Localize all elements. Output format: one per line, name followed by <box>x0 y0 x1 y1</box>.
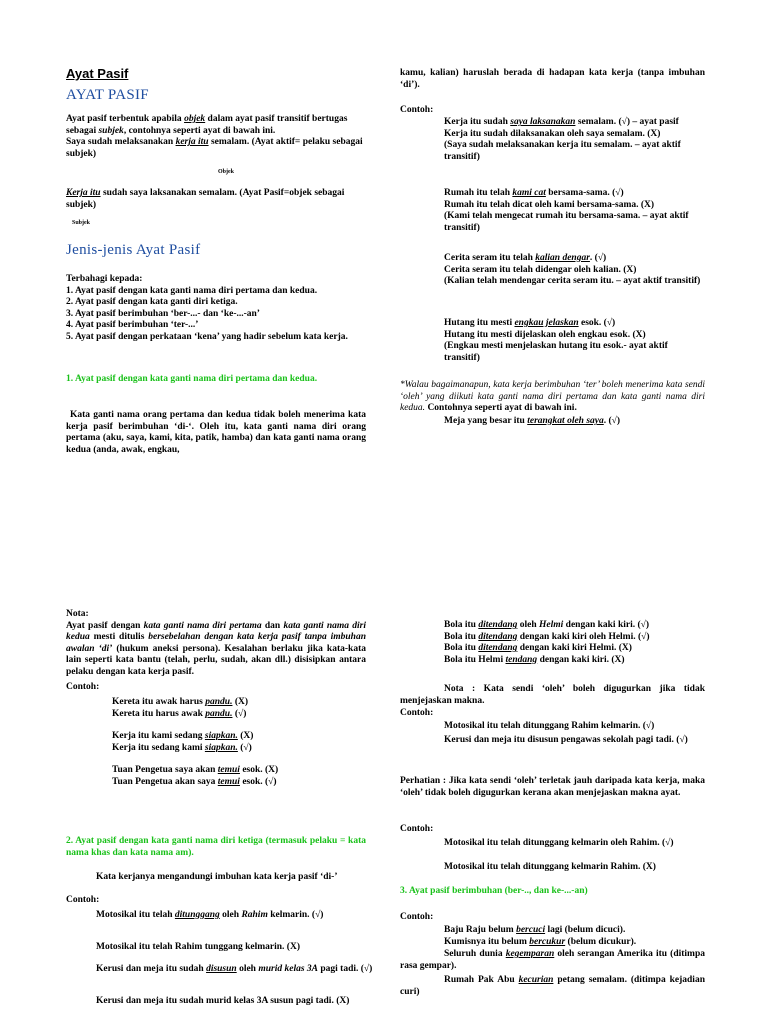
example-r7a: Motosikal itu telah ditunggang Rahim kelmarin. (√) <box>444 721 655 731</box>
list-item: 5. Ayat pasif dengan perkataan ‘kena’ yang hadir sebelum kata kerja. <box>66 331 348 342</box>
example-e2: Kerusi dan meja itu sudah murid kelas 3A susun pagi tadi. (X) <box>96 996 350 1006</box>
section1-body: Kata ganti nama orang pertama dan kedua tidak boleh menerima kata kerja pasif berimbuhan ‘di-‘. Oleh itu, kata ganti nama diri orang pertama (aku, saya, kami, kita, patik, hamba) dan kata ganti nama orang kedua (anda, awak, engkau, <box>66 410 366 455</box>
contoh2-label: Contoh: <box>66 895 100 905</box>
section1-heading: 1. Ayat pasif dengan kata ganti nama diri pertama dan kedua. <box>66 374 318 384</box>
example-r3: Cerita seram itu telah kalian dengar. (√) Cerita seram itu telah didengar oleh kalian. (X) (Kalian telah mendengar cerita seram itu. – ayat aktif transitif) <box>444 253 701 286</box>
nota2-paragraph: Nota : Kata sendi ‘oleh’ boleh digugurkan jika tidak menjejaskan makna. <box>400 684 705 706</box>
jenis-list: Terbahagi kepada: 1. Ayat pasif dengan kata ganti nama diri pertama dan kedua. 2. Ayat pasif dengan kata ganti diri ketiga. 3. Ayat pasif berimbuhan ‘ber-...- dan ‘ke-...-an’ 4. Ayat pasif berimbuhan ‘ter-...’ 5. Ayat pasif dengan perkataan ‘kena’ yang hadir sebelum kata kerja. <box>66 274 366 343</box>
example-e1: Kerusi dan meja itu sudah disusun oleh murid kelas 3A pagi tadi. (√) <box>96 964 373 974</box>
example-r9a: Baju Raju belum bercuci lagi (belum dicuci). <box>444 925 626 935</box>
example-r8a: Motosikal itu telah ditunggang kelmarin oleh Rahim. (√) <box>444 838 674 848</box>
term-objek: objek <box>184 114 206 124</box>
perhatian-paragraph: Perhatian : Jika kata sendi ‘oleh’ terletak jauh daripada kata kerja, maka ‘oleh’ tidak boleh digugurkan kerana akan menjejaskan makna ayat. <box>400 776 705 798</box>
example-r7b: Kerusi dan meja itu disusun pengawas sekolah pagi tadi. (√) <box>444 735 688 745</box>
label-objek: Objek <box>218 169 235 175</box>
list-item: 1. Ayat pasif dengan kata ganti nama diri pertama dan kedua. <box>66 285 318 296</box>
walau-paragraph: *Walau bagaimanapun, kata kerja berimbuhan ‘ter’ boleh menerima kata sendi ‘oleh’ yang diikuti kata ganti nama diri pertama dan kata ganti nama diri kedua. Contohnya seperti ayat di bawah ini. <box>400 380 705 413</box>
contoh-label: Contoh: <box>66 682 100 692</box>
list-item: 2. Ayat pasif dengan kata ganti diri ketiga. <box>66 297 238 307</box>
contoh-label-right: Contoh: <box>400 105 434 115</box>
examples-c: Tuan Pengetua saya akan temui esok. (X) Tuan Pengetua akan saya temui esok. (√) <box>112 765 279 787</box>
continuation-text: kamu, kalian) haruslah berada di hadapan kata kerja (tanpa imbuhan ‘di’). <box>400 68 705 90</box>
jenis-heading: Jenis-jenis Ayat Pasif <box>66 242 201 258</box>
contoh4-label: Contoh: <box>400 912 434 922</box>
examples-a: Kereta itu awak harus pandu. (X) Kereta itu harus awak pandu. (√) <box>112 697 249 719</box>
title-small: Ayat Pasif <box>66 66 129 81</box>
contoh3-label: Contoh: <box>400 824 434 834</box>
list-item: 3. Ayat pasif berimbuhan ‘ber-...- dan ‘ke-...-an’ <box>66 308 260 319</box>
section3-heading: 3. Ayat pasif berimbuhan (ber-.., dan ke-...-an) <box>400 886 588 896</box>
example-r8b: Motosikal itu telah ditunggang kelmarin Rahim. (X) <box>444 862 656 872</box>
section2-body: Kata kerjanya mengandungi imbuhan kata kerja pasif ‘di-’ <box>96 872 338 882</box>
example-d2: Motosikal itu telah Rahim tunggang kelmarin. (X) <box>96 942 300 952</box>
example-r9c: Seluruh dunia kegemparan oleh serangan Amerika itu (ditimpa rasa gempar). <box>400 949 705 971</box>
example-d1: Motosikal itu telah ditunggang oleh Rahim kelmarin. (√) <box>96 910 324 920</box>
label-subjek: Subjek <box>72 220 91 226</box>
example-r4: Hutang itu mesti engkau jelaskan esok. (√) Hutang itu mesti dijelaskan oleh engkau esok. (X) (Engkau mesti menjelaskan hutang itu esok.- ayat aktif transitif) <box>444 318 668 363</box>
example-r9d: Rumah Pak Abu kecurian petang semalam. (ditimpa kejadian curi) <box>400 975 705 997</box>
contoh2-label-right: Contoh: <box>400 708 434 718</box>
term-subjek: subjek <box>98 125 124 136</box>
examples-b: Kerja itu kami sedang siapkan. (X) Kerja itu sedang kami siapkan. (√) <box>112 731 254 753</box>
nota-block: Nota: Ayat pasif dengan kata ganti nama diri pertama dan kata ganti nama diri kedua mesti ditulis bersebelahan dengan kata kerja pasif tanpa imbuhan awalan ‘di’ (hukum aneksi persona). Kesalahan berlaku jika kata-kata lain seperti kata bantu (telah, perlu, sudah, akan dll.) disisipkan antara pelaku dengan kata kerja pasif. <box>66 609 367 677</box>
intro-paragraph: Ayat pasif terbentuk apabila objek dalam ayat pasif transitif bertugas sebagai subjek, contohnya seperti ayat di bawah ini. Saya sudah melaksanakan kerja itu semalam. (Ayat aktif= pelaku sebagai subjek) <box>66 114 363 159</box>
example-r6: Bola itu ditendang oleh Helmi dengan kaki kiri. (√) Bola itu ditendang dengan kaki kiri oleh Helmi. (√) Bola itu ditendang dengan kaki kiri Helmi. (X) Bola itu Helmi tendang dengan kaki kiri. (X) <box>444 620 650 665</box>
title-big: AYAT PASIF <box>66 87 149 103</box>
example-r5: Meja yang besar itu terangkat oleh saya. (√) <box>444 416 621 426</box>
example-r2: Rumah itu telah kami cat bersama-sama. (√) Rumah itu telah dicat oleh kami bersama-sama. (X) (Kami telah mengecat rumah itu bersama-sama. – ayat aktif transitif) <box>444 188 689 233</box>
pasif-example: Kerja itu sudah saya laksanakan semalam. (Ayat Pasif=objek sebagai subjek) <box>66 188 345 210</box>
list-item: 4. Ayat pasif berimbuhan ‘ter-...’ <box>66 320 199 330</box>
section2-heading: 2. Ayat pasif dengan kata ganti nama diri ketiga (termasuk pelaku = kata nama khas dan kata nama am). <box>66 836 366 858</box>
example-r1: Kerja itu sudah saya laksanakan semalam. (√) – ayat pasif Kerja itu sudah dilaksanakan oleh saya semalam. (X) (Saya sudah melaksanakan kerja itu semalam. – ayat aktif transitif) <box>444 117 681 162</box>
example-r9b: Kumisnya itu belum bercukur (belum dicukur). <box>444 937 637 947</box>
